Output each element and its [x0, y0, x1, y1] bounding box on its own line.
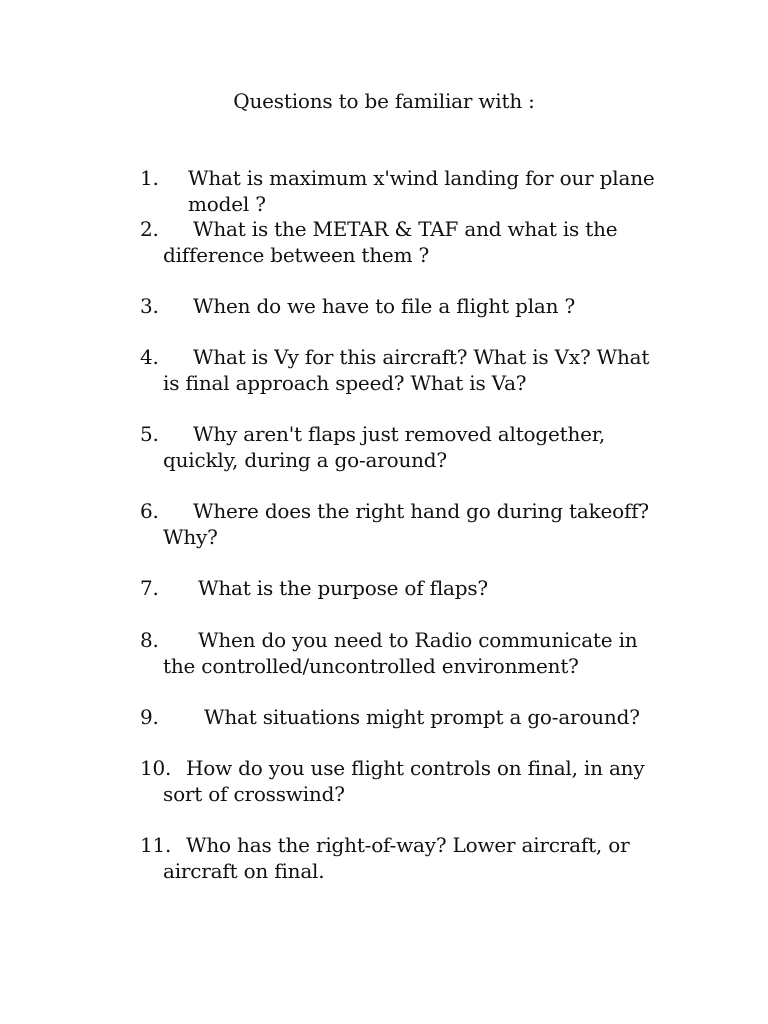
question-number: 7. [140, 576, 159, 600]
question-text: What is maximum x'wind landing for our plane [188, 166, 655, 190]
question-number: 3. [140, 294, 159, 318]
question-number: 1. [140, 166, 159, 190]
question-text: sort of crosswind? [163, 782, 345, 806]
question-number: 8. [140, 628, 159, 652]
question-number: 2. [140, 217, 159, 241]
question-number: 6. [140, 499, 159, 523]
question-text: is final approach speed? What is Va? [163, 371, 527, 395]
question-number: 10. [140, 756, 172, 780]
question-text: Why aren't flaps just removed altogether, [193, 422, 606, 446]
question-text: What is Vy for this aircraft? What is Vx? What [193, 345, 650, 369]
question-text: the controlled/uncontrolled environment? [163, 654, 579, 678]
question-text: When do you need to Radio communicate in [198, 628, 638, 652]
question-number: 9. [140, 705, 159, 729]
question-text: What situations might prompt a go-around? [204, 705, 640, 729]
page-title: Questions to be familiar with : [233, 89, 535, 113]
question-text: quickly, during a go-around? [163, 448, 447, 472]
question-number: 5. [140, 422, 159, 446]
question-text: When do we have to file a flight plan ? [193, 294, 575, 318]
question-number: 11. [140, 833, 172, 857]
question-text: difference between them ? [163, 243, 430, 267]
question-text: Who has the right-of-way? Lower aircraft, or [186, 833, 630, 857]
question-text: Where does the right hand go during takeoff? [193, 499, 649, 523]
question-text: aircraft on final. [163, 859, 325, 883]
question-text: What is the purpose of flaps? [198, 576, 488, 600]
question-text: How do you use flight controls on final, in any [186, 756, 645, 780]
question-text: Why? [163, 525, 218, 549]
question-number: 4. [140, 345, 159, 369]
question-text: model ? [188, 192, 266, 216]
question-text: What is the METAR & TAF and what is the [193, 217, 618, 241]
